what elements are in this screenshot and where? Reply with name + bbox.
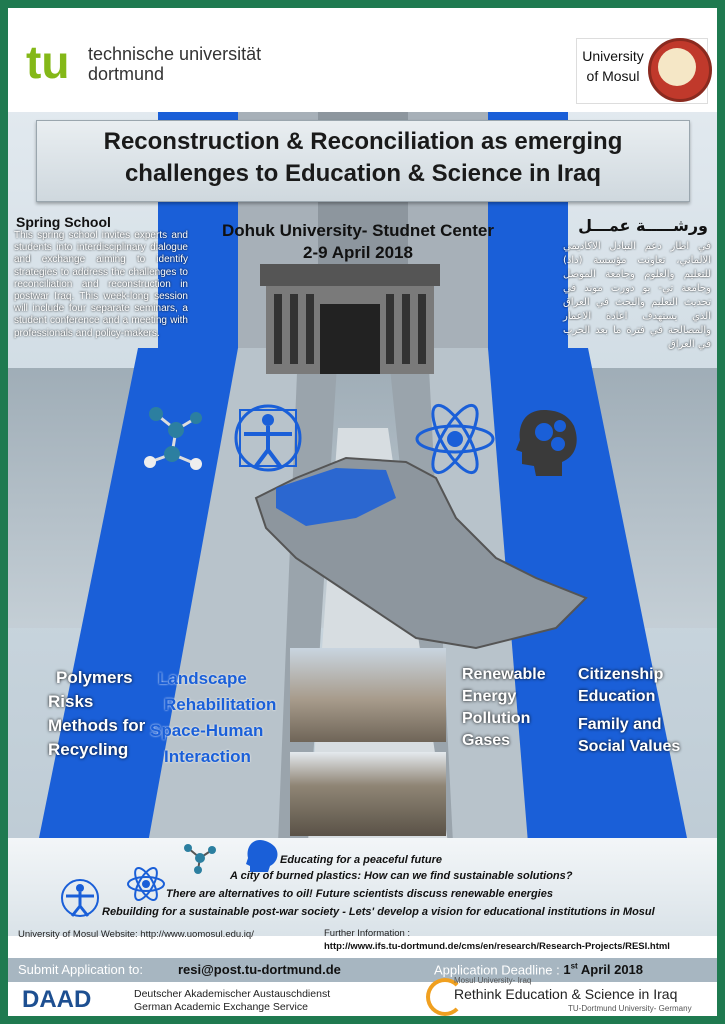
topic-landscape — [150, 666, 276, 770]
daad-name-en: German Academic Exchange Service — [134, 1001, 308, 1013]
topic-citizenship-line4: Social Values — [578, 738, 681, 755]
deadline-label: Application Deadline : — [434, 962, 560, 978]
slogan-2: A city of burned plastics: How can we find sustainable solutions? — [230, 870, 573, 882]
slogan-4: Rebuilding for a sustainable post-war society - Lets' develop a vision for educational institutions in Mosul — [102, 906, 655, 918]
event-dates: 2-9 April 2018 — [303, 243, 413, 262]
topic-polymers-title: Polymers — [56, 668, 133, 687]
topic-renewable-title: Renewable — [462, 666, 546, 683]
deadline-sup: st — [570, 962, 578, 971]
mosul-website[interactable]: University of Mosul Website: http://www.uomosul.edu.iq/ — [18, 929, 254, 940]
slogan-1: Educating for a peaceful future — [280, 854, 442, 866]
small-atom-icon — [126, 864, 166, 904]
small-molecule-icon — [180, 840, 220, 878]
topic-citizenship-line3: Family and — [578, 716, 662, 733]
topic-polymers — [48, 666, 145, 762]
small-vitruvian-icon — [60, 878, 100, 918]
topic-renewable-line2: Energy — [462, 688, 517, 705]
building-icon — [260, 264, 440, 374]
spring-school-heading: Spring School — [16, 214, 111, 230]
poster-title — [48, 126, 678, 190]
topic-polymers-line3: Methods for — [48, 716, 146, 735]
mosul-seal-center — [658, 48, 696, 86]
tu-name — [88, 44, 261, 84]
daad-name-de: Deutscher Akademischer Austauschdienst — [134, 988, 331, 1000]
further-info-url[interactable]: http://www.ifs.tu-dortmund.de/cms/en/research/Research-Projects/RESI.html — [324, 941, 670, 952]
topic-renewable-line3: Pollution — [462, 710, 531, 727]
mosul-name — [580, 46, 646, 86]
daad-logo: DAAD — [22, 986, 92, 1013]
title-line1: Reconstruction & Reconciliation as emerging — [103, 128, 623, 155]
submit-label: Submit Application to: — [18, 962, 144, 977]
arabic-heading: ورشـــــة عمـــل — [578, 216, 708, 235]
topic-landscape-line4: Interaction — [164, 747, 251, 766]
project-sub: TU-Dortmund University- Germany — [568, 1004, 692, 1013]
tu-name-line2: dortmund — [88, 64, 165, 84]
svg-text:tu: tu — [26, 38, 70, 86]
project-name: Rethink Education & Science in Iraq — [454, 986, 678, 1002]
topic-landscape-line3: Space-Human — [150, 721, 264, 740]
topic-landscape-title: Landscape — [158, 669, 247, 688]
venue-name: Dohuk University- Studnet Center — [221, 221, 495, 240]
project-small: Mosul University- Iraq — [454, 976, 532, 985]
spring-school-text: This spring school invites experts and students into interdisciplinary dialogue and exchange aiming to identify strategies to address the challenges to reconciliation and reconstruction in postwar Iraq. This week-long session will include four separate seminars, a student conference and a meeting with professionals and policy-makers. — [14, 230, 188, 339]
arabic-text: في اطار دعم التبادل الاكاديمي الالماني، تعاونت مؤسسة (داد) للتعليم والعلوم وجامعة الموصل وجامعة تي- يو دورت موند في تحديث التعليم والبحث في العراق الذي يستهدف اعادة الاعمار والمصالحة في فترة ما بعد الحرب في العراق — [563, 241, 711, 350]
iraq-map-icon — [236, 448, 596, 658]
mosul-name-line1: University — [582, 48, 644, 64]
further-info-label: Further Information : — [324, 928, 411, 939]
topic-renewable-line4: Gases — [462, 732, 511, 749]
topic-citizenship — [578, 664, 680, 758]
slogan-3: There are alternatives to oil! Future scientists discuss renewable energies — [166, 888, 553, 900]
topic-polymers-line4: Recycling — [48, 740, 129, 759]
tu-name-line1: technische universität — [88, 44, 262, 64]
ruins-photo-2 — [290, 752, 446, 836]
topic-renewable — [462, 664, 546, 752]
tu-logo — [26, 38, 78, 86]
topic-citizenship-line2: Education — [578, 688, 656, 705]
application-email[interactable]: resi@post.tu-dortmund.de — [178, 962, 341, 977]
mosul-name-line2: of Mosul — [586, 68, 640, 84]
ruins-photo-1 — [290, 648, 446, 742]
title-line2: challenges to Education & Science in Iraq — [124, 160, 602, 187]
poster-inner — [8, 8, 717, 1016]
topic-citizenship-title: Citizenship — [578, 666, 664, 683]
topic-landscape-line2: Rehabilitation — [164, 695, 277, 714]
daad-name — [134, 988, 330, 1014]
molecule-icon — [136, 394, 216, 480]
deadline-rest: April 2018 — [580, 962, 644, 978]
topic-polymers-line2: Risks — [48, 692, 94, 711]
venue — [188, 220, 528, 264]
deadline-day: 1 — [563, 962, 571, 978]
